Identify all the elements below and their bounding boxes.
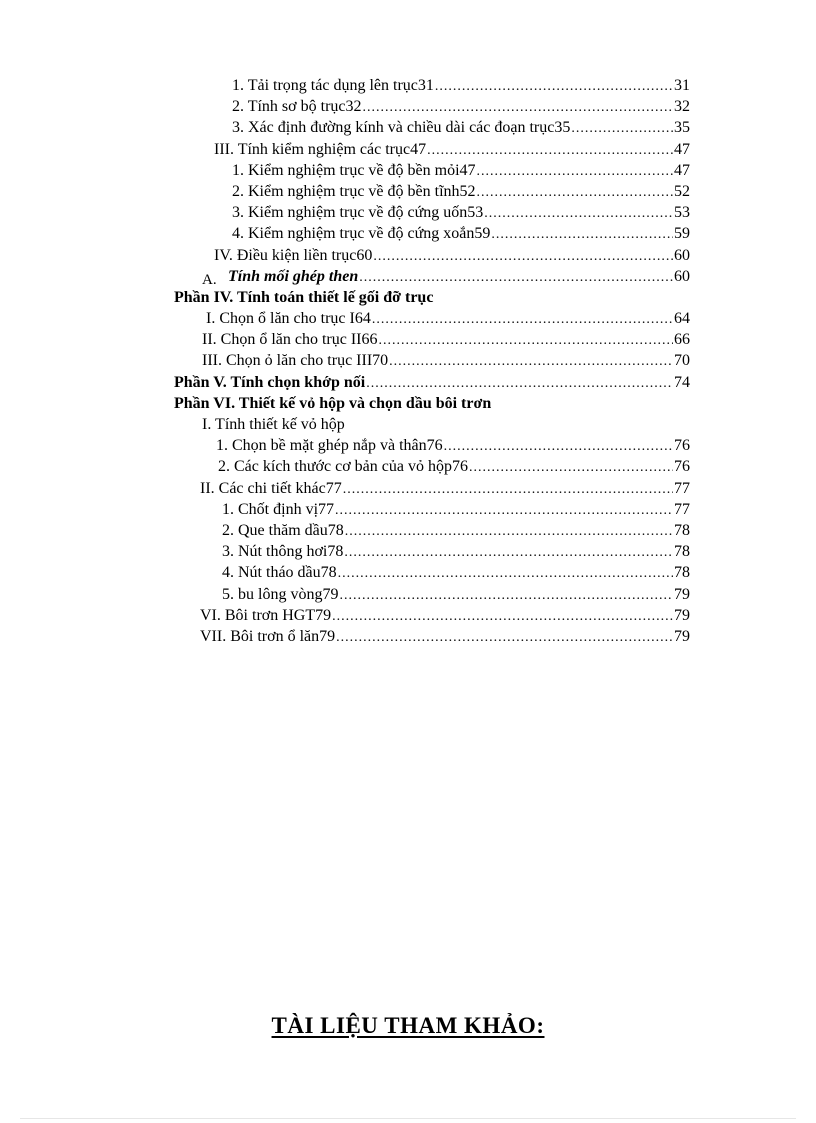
toc-entry-title: III. Tính kiểm nghiệm các trục47 [214,140,427,158]
toc-dot-leader [477,161,673,182]
toc-entry[interactable] [0,266,690,287]
toc-entry[interactable] [0,181,690,202]
toc-dot-leader [363,97,674,118]
toc-entry-title: VI. Bôi trơn HGT79 [200,606,332,624]
toc-entry-title: 1. Chọn bề mặt ghép nắp và thân76 [216,437,443,455]
toc-dot-leader [477,182,673,203]
toc-page-number: 35 [674,119,690,137]
toc-entry[interactable] [0,329,690,350]
toc-subsection-heading [0,414,816,435]
table-of-contents [0,75,816,647]
toc-entry[interactable] [0,372,690,393]
toc-dot-leader [571,118,673,139]
toc-entry[interactable] [0,202,690,223]
toc-page-number: 74 [674,373,690,391]
toc-dot-leader [339,585,673,606]
toc-dot-leader [344,542,673,563]
toc-entry[interactable] [0,478,690,499]
toc-entry-title: 2. Tính sơ bộ trục32 [232,98,362,116]
toc-entry[interactable] [0,139,690,160]
toc-entry[interactable] [0,245,690,266]
toc-dot-leader [491,224,673,245]
toc-dot-leader [484,203,673,224]
toc-entry-title: IV. Điều kiện liền trục60 [214,246,373,264]
toc-dot-leader [444,436,673,457]
toc-page-number: 59 [674,225,690,243]
toc-entry-title: 1. Kiểm nghiệm trục về độ bền mỏi47 [232,161,476,179]
toc-dot-leader [335,500,673,521]
toc-entry[interactable] [0,117,690,138]
toc-entry[interactable] [0,96,690,117]
toc-page-number: 79 [674,606,690,624]
toc-entry-title: VII. Bôi trơn ổ lăn79 [200,627,336,645]
toc-entry-title: 4. Kiểm nghiệm trục về độ cứng xoắn59 [232,225,491,243]
toc-page-number: 78 [674,543,690,561]
toc-dot-leader [343,479,673,500]
toc-page-number: 52 [674,182,690,200]
toc-entry-title: I. Tính thiết kế vỏ hộp [202,416,345,433]
toc-section-heading [0,287,816,308]
toc-dot-leader [435,76,673,97]
toc-entry-title: 2. Kiểm nghiệm trục về độ bền tĩnh52 [232,182,476,200]
toc-dot-leader [427,140,673,161]
toc-entry[interactable] [0,223,690,244]
toc-section-heading [0,393,816,414]
toc-dot-leader [389,351,673,372]
toc-entry-title: 2. Que thăm dầu78 [222,521,344,539]
toc-page-number: 77 [674,479,690,497]
toc-entry-title: Tính mối ghép then [228,267,359,285]
toc-dot-leader [372,309,673,330]
toc-entry[interactable] [0,308,690,329]
toc-dot-leader [359,267,673,288]
toc-entry-title: 3. Xác định đường kính và chiều dài các đoạn trục35 [232,119,571,137]
toc-page-number: 60 [674,246,690,264]
toc-page-number: 76 [674,437,690,455]
toc-page-number: 70 [674,352,690,370]
toc-page-number: 31 [674,77,690,94]
toc-page-number: 47 [674,140,690,158]
toc-entry[interactable] [0,605,690,626]
toc-entry-title: Phần VI. Thiết kế vỏ hộp và chọn dầu bôi trơn [174,394,492,412]
toc-page-number: 78 [674,564,690,582]
toc-page-number: 60 [674,267,690,285]
toc-dot-leader [338,563,673,584]
toc-entry-title: Phần IV. Tính toán thiết lế gối đỡ trục [174,288,434,306]
toc-entry[interactable] [0,584,690,605]
toc-entry-title: 5. bu lông vòng79 [222,585,339,603]
toc-dot-leader [345,521,673,542]
references-title: TÀI LIỆU THAM KHẢO: [271,1013,545,1038]
toc-page-number: 78 [674,521,690,539]
toc-entry[interactable] [0,520,690,541]
toc-entry-prefix: A. [202,271,217,288]
toc-entry[interactable] [0,626,690,647]
toc-entry-title: 1. Chốt định vị77 [222,500,335,518]
toc-entry[interactable] [0,75,690,96]
toc-page-number: 77 [674,500,690,518]
toc-entry-title: 3. Nút thông hơi78 [222,543,344,561]
toc-entry[interactable] [0,456,690,477]
toc-dot-leader [332,606,673,627]
toc-dot-leader [336,627,673,648]
toc-entry-title: 2. Các kích thước cơ bản của vỏ hộp76 [218,458,468,476]
toc-entry-title: 4. Nút tháo dầu78 [222,564,337,582]
toc-entry-title: II. Chọn ổ lăn cho trục II66 [202,331,378,349]
toc-entry-title: I. Chọn ổ lăn cho trục I64 [206,310,371,328]
toc-page-number: 53 [674,204,690,222]
toc-entry[interactable] [0,499,690,520]
toc-entry[interactable] [0,160,690,181]
toc-page-number: 64 [674,310,690,328]
toc-page-number: 66 [674,331,690,349]
toc-entry-title: 1. Tải trọng tác dụng lên trục31 [232,77,434,94]
toc-entry-title: Phần V. Tính chọn khớp nối [174,373,366,391]
toc-page-number: 79 [674,585,690,603]
toc-dot-leader [366,373,673,394]
toc-page-number: 76 [674,458,690,476]
toc-entry-title: III. Chọn ỏ lăn cho trục III70 [202,352,389,370]
toc-page-number: 47 [674,161,690,179]
toc-page-number: 32 [674,98,690,116]
toc-dot-leader [373,246,673,267]
toc-entry[interactable] [0,562,690,583]
toc-entry-title: 3. Kiểm nghiệm trục về độ cứng uốn53 [232,204,484,222]
toc-entry-title: II. Các chi tiết khác77 [200,479,342,497]
toc-dot-leader [469,457,673,478]
toc-entry[interactable] [0,541,690,562]
toc-dot-leader [379,330,673,351]
page-bottom-divider [20,1118,796,1119]
toc-entry[interactable] [0,350,690,371]
toc-page-number: 79 [674,627,690,645]
toc-entry[interactable] [0,435,690,456]
